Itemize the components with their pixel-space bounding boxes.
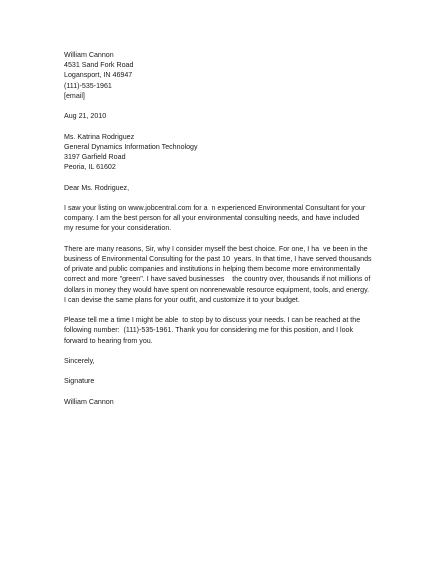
paragraph-line: correct and more "green". I have saved businesses the country over, thousands if not millions of — [64, 275, 371, 284]
paragraph-line: Please tell me a time I might be able to stop by to discuss your needs. I can be reached at the — [64, 316, 361, 325]
signature: Signature — [64, 377, 95, 386]
salutation: Dear Ms. Rodriguez, — [64, 183, 130, 192]
sender-city: Logansport, IN 46947 — [64, 71, 133, 80]
paragraph-intro — [64, 203, 384, 234]
paragraph-line: forward to hearing from you. — [64, 336, 153, 345]
paragraph-line: company. I am the best person for all your environmental consulting needs, and have included — [64, 214, 360, 223]
paragraph-line: my resume for your consideration. — [64, 224, 172, 233]
sender-email: [email] — [64, 91, 85, 100]
sender-block — [64, 50, 384, 101]
recipient-company: General Dynamics Information Technology — [64, 142, 198, 151]
sender-name: William Cannon — [64, 51, 114, 59]
paragraph-line: dollars in money they would have spent on nonrenewable resource equipment, tools, and energy. — [64, 285, 370, 294]
letter-date: Aug 21, 2010 — [64, 112, 107, 121]
paragraph-line: of private and public companies and institutions in helping them become more environmentally — [64, 265, 361, 274]
sender-street: 4531 Sand Fork Road — [64, 61, 134, 70]
recipient-block — [64, 132, 384, 173]
recipient-street: 3197 Garfield Road — [64, 153, 126, 161]
paragraph-line: There are many reasons, Sir, why I consider myself the best choice. For one, I ha ve been in the — [64, 244, 368, 253]
signer-name: William Cannon — [64, 397, 114, 406]
recipient-name: Ms. Katrina Rodriguez — [64, 132, 135, 141]
paragraph-line: I can devise the same plans for your outfit, and customize it to your budget. — [64, 295, 300, 304]
cover-letter — [64, 50, 384, 407]
paragraph-line: following number: (111)-535-1961. Thank you for considering me for this position, and I look — [64, 326, 354, 335]
recipient-city: Peoria, IL 61602 — [64, 163, 116, 172]
paragraph-line: I saw your listing on www.jobcentral.com for a n experienced Environmental Consultant for your — [64, 203, 366, 212]
closing: Sincerely, — [64, 356, 95, 365]
paragraph-closing — [64, 315, 384, 346]
paragraph-line: business of Environmental Consulting for the past 10 years. In that time, I have served thousands — [64, 254, 372, 263]
paragraph-qualifications — [64, 244, 384, 305]
sender-phone: (111)-535-1961 — [64, 81, 112, 90]
